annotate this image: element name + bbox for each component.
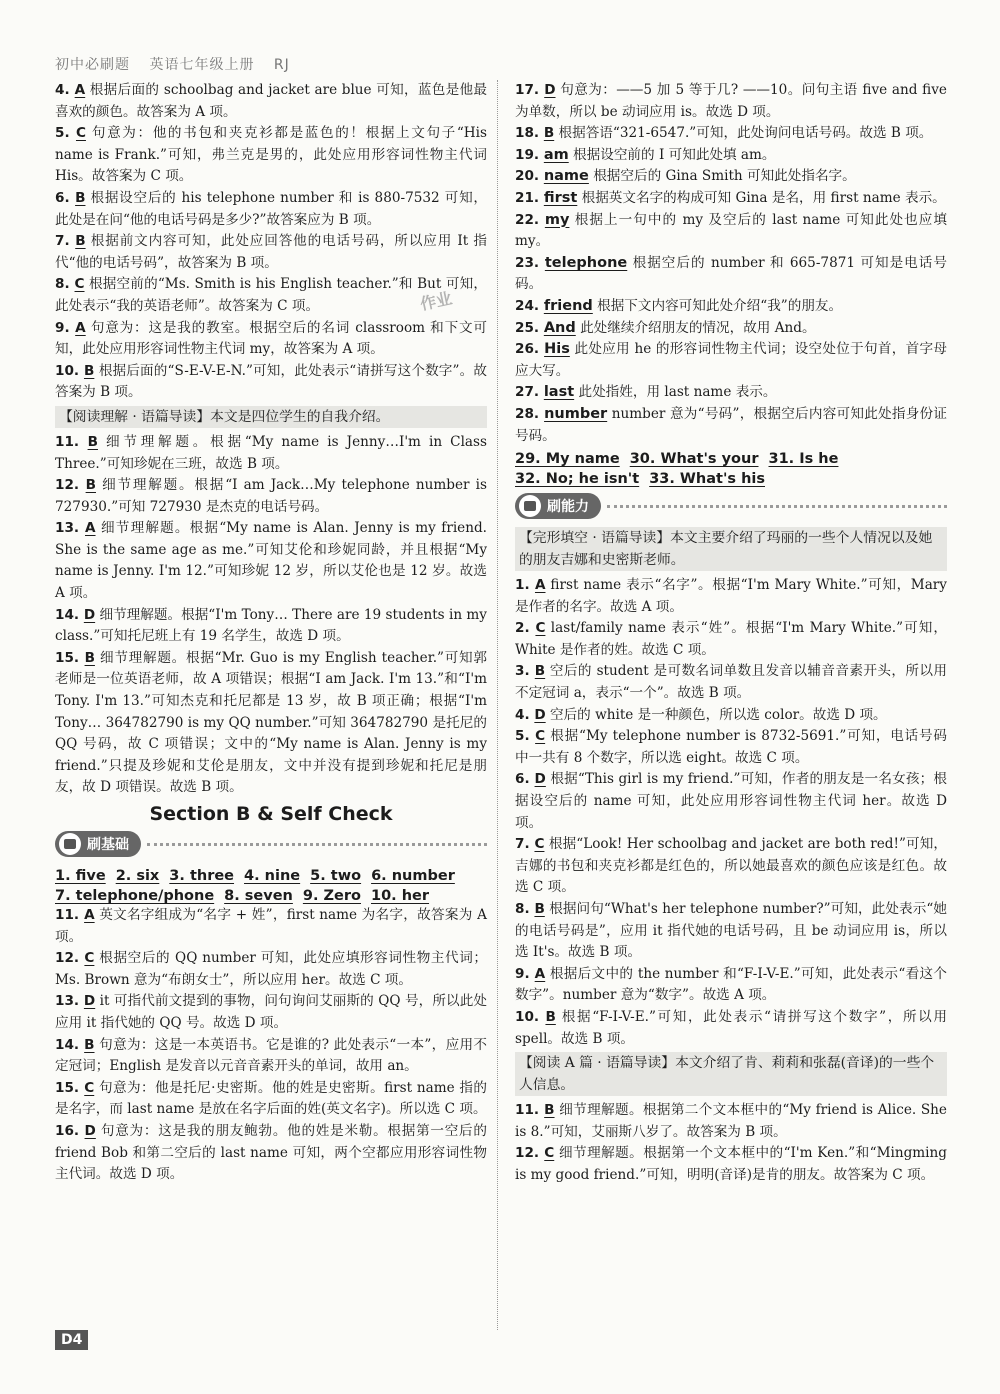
- answer-item: [55, 948, 487, 991]
- answer-key: C: [84, 950, 95, 967]
- item-number: 9.: [55, 319, 76, 336]
- section-title: Section B & Self Check: [149, 803, 393, 825]
- answer-key: B: [534, 663, 546, 680]
- answer-item: [55, 361, 487, 404]
- fill-answer: 29. My name: [515, 451, 620, 468]
- item-number: 23.: [515, 254, 545, 271]
- answer-item: [55, 905, 487, 948]
- item-number: 15.: [55, 1079, 85, 1096]
- explanation-text: 根据设空前的 I 可知此处填 am。: [568, 146, 776, 163]
- subject-name: 英语七年级上册: [149, 57, 255, 73]
- explanation-text: last/family name 表示“姓”。根据“I'm Mary White.”可知，White 是作者的姓。故选 C 项。: [515, 620, 948, 658]
- item-number: 7.: [515, 836, 535, 853]
- answer-item: [515, 726, 947, 769]
- item-number: 17.: [515, 82, 545, 98]
- item-number: 11.: [55, 907, 85, 923]
- item-number: 20.: [515, 168, 544, 185]
- edition-label: RJ: [273, 57, 290, 73]
- item-number: 10.: [515, 1008, 546, 1025]
- answer-key: B: [75, 233, 86, 250]
- explanation-text: 根据设空后的 his telephone number 和 is 880-7532 可知，此处是在问“他的电话号码是多少?”故答案应为 B 项。: [55, 189, 487, 228]
- explanation-text: 根据空前的“Ms. Smith is his English teacher.”和 But 可知，此处表示“我的英语老师”。故答案为 C 项。: [55, 276, 487, 314]
- answer-item: [515, 210, 947, 253]
- answer-key: C: [74, 276, 85, 293]
- item-number: 19.: [515, 146, 544, 163]
- explanation-text: 根据答语“321-6547.”可知，此处询问电话号码。故选 B 项。: [554, 125, 933, 142]
- answer-item: [55, 991, 487, 1034]
- explanation-text: 根据空后的 QQ number 可知，此处应填形容词性物主代词；Ms. Brown 意为“布朗女士”，所以应用 her。故选 C 项。: [55, 950, 487, 988]
- fill-answer: 6. number: [371, 868, 455, 884]
- fill-answer: 33. What's his: [649, 471, 765, 488]
- explanation-text: 细节理解题。根据第二个文本框中的“My friend is Alice. She is 8.”可知，艾丽斯八岁了。故答案为 B 项。: [515, 1102, 947, 1140]
- item-number: 12.: [55, 477, 86, 494]
- answer-item: [55, 1121, 487, 1186]
- answer-item: [515, 1143, 947, 1186]
- answer-item: [55, 605, 487, 648]
- explanation-text: 细节理解题。根据“I am Jack…My telephone number is 727930.”可知 727930 是杰克的电话号码。: [55, 477, 487, 515]
- explanation-text: 细节理解题。根据第一个文本框中的“I'm Ken.”和“Mingming is my good friend.”可知，明明(音译)是肯的朋友。故答案为 C 项。: [515, 1145, 947, 1183]
- explanation-text: 根据“This girl is my friend.”可知，作者的朋友是一名女孩；根据设空后的 name 可知，此处应用形容词性物主代词 her。故选 D 项。: [515, 771, 948, 831]
- item-number: 5.: [55, 125, 76, 142]
- cloze-banner: 【完形填空 · 语篇导读】本文主要介绍了玛丽的一些个人情况以及她的朋友吉娜和史密斯老师。: [515, 527, 947, 571]
- answer-item: [515, 618, 947, 661]
- answer-key: And: [543, 319, 576, 336]
- answer-item: [515, 188, 947, 210]
- answer-key: B: [545, 1008, 556, 1025]
- answer-key: A: [85, 520, 96, 537]
- answer-item: [515, 964, 947, 1007]
- answer-item: [55, 648, 487, 799]
- item-number: 10.: [55, 362, 84, 379]
- fill-answers-row1: [55, 865, 487, 884]
- item-number: 4.: [515, 706, 535, 723]
- item-number: 14.: [55, 1036, 85, 1053]
- answer-item: [515, 834, 947, 899]
- answer-key: A: [75, 319, 86, 336]
- explanation-text: 句意为：——5 加 5 等于几? ——10。问句主语 five and five 为单数，所以 be 动词应用 is。故选 D 项。: [515, 82, 947, 120]
- explanation-text: 根据上一句中的 my 及空后的 last name 可知此处也应填 my。: [515, 211, 947, 250]
- answer-key: D: [534, 771, 546, 788]
- explanation-text: 细节理解题。根据“I'm Tony… There are 19 students in my class.”可知托尼班上有 19 名学生，故选 D 项。: [55, 606, 487, 645]
- explanation-text: 根据前文内容可知，此处应回答他的电话号码，所以应用 It 指代“他的电话号码”，故答案为 B 项。: [55, 233, 487, 271]
- item-number: 5.: [515, 728, 536, 745]
- explanation-text: 根据“My telephone number is 8732-5691.”可知，电话号码中一共有 8 个数字，所以选 eight。故选 C 项。: [515, 728, 947, 766]
- item-number: 14.: [55, 606, 84, 623]
- answer-item: [55, 318, 487, 361]
- answer-item: [55, 475, 487, 518]
- reading-a-banner: 【阅读 A 篇 · 语篇导读】本文介绍了肯、莉莉和张磊(音译)的一些个人信息。: [515, 1052, 947, 1096]
- answer-key: telephone: [544, 254, 628, 271]
- item-number: 18.: [515, 125, 544, 142]
- fill-answer: 30. What's your: [629, 451, 759, 468]
- answer-key: last: [543, 384, 575, 401]
- answer-list-reading: [55, 432, 487, 799]
- fill-answer: 7. telephone/phone: [55, 888, 215, 904]
- answer-item: [515, 123, 947, 145]
- answer-item: [515, 661, 947, 704]
- explanation-text: 此处指姓，用 last name 表示。: [574, 384, 777, 401]
- fill-answers-row3: [515, 448, 947, 467]
- answer-key: D: [83, 993, 96, 1010]
- answer-key: B: [534, 901, 545, 917]
- explanation-text: 根据英文名字的构成可知 Gina 是名，用 first name 表示。: [577, 189, 946, 206]
- answer-key: B: [543, 125, 555, 142]
- explanation-text: 空后的 student 是可数名词单数且发音以辅音音素开头，所以用不定冠词 a，表示“一个”。故选 B 项。: [515, 663, 947, 702]
- item-number: 7.: [55, 233, 76, 250]
- answer-key: C: [544, 1145, 555, 1162]
- page-number: D4: [55, 1330, 88, 1350]
- right-column: [515, 80, 947, 1187]
- explanation-text: 句意为：这是一本英语书。它是谁的? 此处表示“一本”，应用不定冠词；English 是发音以元音音素开头的单词，故用 an。: [55, 1036, 487, 1075]
- fill-answer: 5. two: [310, 868, 362, 884]
- item-number: 16.: [55, 1122, 85, 1139]
- item-number: 27.: [515, 384, 544, 401]
- tag-basic: [55, 831, 487, 857]
- item-number: 2.: [515, 620, 536, 637]
- answer-key: A: [74, 82, 86, 98]
- explanation-text: 句意为：这是我的朋友鲍勃。他的姓是米勒。根据第一空后的 friend Bob 和第二空后的 last name 可知，两个空都应用形容词性物主代词。故选 D 项。: [55, 1122, 487, 1183]
- answer-list-top: [55, 80, 487, 404]
- item-number: 22.: [515, 211, 545, 228]
- explanation-text: 根据“Look! Her schoolbag and jacket are both red!”可知，吉娜的书包和夹克衫都是红色的，所以她最喜欢的颜色应该是红色。故选 C 项。: [515, 836, 947, 896]
- explanation-text: 句意为：他的书包和夹克衫都是蓝色的！根据上文句子“His name is Frank.”可知，弗兰克是男的，此处应用形容词性物主代词 His。故答案为 C 项。: [55, 125, 487, 185]
- page-header: [55, 54, 304, 74]
- answer-key: first: [543, 189, 578, 206]
- answer-key: B: [87, 433, 98, 450]
- answer-key: D: [84, 1122, 96, 1139]
- answer-item: [55, 188, 487, 231]
- pen-icon: [59, 833, 81, 855]
- answer-key: B: [75, 189, 86, 206]
- answer-key: B: [84, 649, 95, 666]
- answer-key: C: [535, 620, 546, 637]
- item-number: 13.: [55, 520, 85, 537]
- answer-key: C: [84, 1079, 95, 1096]
- item-number: 11.: [515, 1102, 545, 1119]
- answer-item: [515, 705, 947, 727]
- answer-list-basic: [55, 905, 487, 1186]
- item-number: 24.: [515, 297, 544, 314]
- answer-key: B: [85, 477, 96, 494]
- fill-answers-row2: [55, 885, 487, 904]
- explanation-text: first name 表示“名字”。根据“I'm Mary White.”可知，Mary 是作者的名字。故选 A 项。: [515, 577, 947, 615]
- answer-item: [515, 404, 947, 447]
- answer-item: [515, 769, 947, 834]
- fill-answer: 10. her: [371, 888, 430, 904]
- item-number: 3.: [515, 663, 535, 680]
- explanation-text: 空后的 white 是一种颜色，所以选 color。故选 D 项。: [545, 706, 887, 723]
- fill-answer: 4. nine: [244, 868, 301, 884]
- explanation-text: 根据下文内容可知此处介绍“我”的朋友。: [592, 297, 843, 314]
- answer-item: [515, 1007, 947, 1050]
- answer-item: [515, 899, 947, 964]
- column-divider: [497, 80, 498, 1330]
- answer-item: [55, 518, 487, 604]
- fill-answer: 9. Zero: [302, 888, 361, 904]
- pen-icon: [519, 495, 541, 517]
- answer-key: friend: [543, 297, 593, 314]
- answer-key: C: [534, 836, 545, 853]
- answer-key: A: [534, 965, 546, 982]
- answer-item: [55, 231, 487, 274]
- answer-item: [55, 1078, 487, 1121]
- explanation-text: 句意为：这是我的教室。根据空后的名词 classroom 和下文可知，此处应用形容词性物主代词 my，故答案为 A 项。: [55, 319, 487, 358]
- reading-banner: 【阅读理解 · 语篇导读】本文是四位学生的自我介绍。: [55, 406, 487, 428]
- fill-answers-row4: [515, 468, 947, 487]
- item-number: 4.: [55, 82, 75, 98]
- item-number: 9.: [515, 965, 535, 982]
- explanation-text: 细节理解题。根据“Mr. Guo is my English teacher.”可知郭老师是一位英语老师，故 A 项错误；根据“I am Jack. I'm 13.”和“I'm Tony. I'm 13.”可知杰克和托尼都是 13 岁，故 B 项正确；根据“I'm Tony… 364782790 is my QQ number.”可知 364782790 是托尼的 QQ 号码，故 C 项错误；文中的“My name is Alan. Jenny is my friend.”只提及珍妮和艾伦是朋友，文中并没有提到珍妮和托尼是朋友，故 D 项错误。故选 B 项。: [55, 649, 487, 796]
- item-number: 13.: [55, 993, 84, 1010]
- explanation-text: 根据后文中的 the number 和“F-I-V-E.”可知，此处表示“看这个数字”。number 意为“数字”。故选 A 项。: [515, 965, 947, 1004]
- answer-list-cloze: [515, 575, 947, 1050]
- answer-key: A: [534, 577, 546, 594]
- tag-basic-label: 刷基础: [87, 837, 129, 853]
- answer-item: [55, 1035, 487, 1078]
- tag-ability: [515, 493, 947, 519]
- explanation-text: it 可指代前文提到的事物，问句询问艾丽斯的 QQ 号，所以此处应用 it 指代她的 QQ 号。故选 D 项。: [55, 993, 487, 1031]
- explanation-text: 根据问句“What's her telephone number?”可知，此处表示“她的电话号码是”，应用 it 指代她的电话号码，且 be 动词应用 is，所以选 It's。故选 B 项。: [515, 901, 947, 961]
- item-number: 8.: [515, 901, 535, 917]
- answer-key: am: [543, 146, 569, 163]
- explanation-text: 细节理解题。根据“My name is Jenny…I'm in Class Three.”可知珍妮在三班，故选 B 项。: [55, 433, 487, 472]
- answer-item: [515, 253, 947, 296]
- answer-item: [515, 575, 947, 618]
- answer-item: [515, 80, 947, 123]
- item-number: 26.: [515, 341, 545, 358]
- item-number: 11.: [55, 433, 88, 450]
- item-number: 28.: [515, 405, 545, 422]
- fill-answer: 32. No; he isn't: [515, 471, 640, 488]
- fill-answer: 2. six: [115, 868, 160, 884]
- answer-item: [55, 80, 487, 123]
- answer-key: D: [544, 82, 556, 98]
- answer-item: [55, 432, 487, 475]
- item-number: 6.: [55, 189, 76, 206]
- answer-key: B: [84, 1036, 95, 1053]
- explanation-text: 此处继续介绍朋友的情况，故用 And。: [575, 319, 816, 336]
- fill-answer: 8. seven: [224, 888, 293, 904]
- answer-list-continued: [515, 80, 947, 447]
- explanation-text: 根据后面的 schoolbag and jacket are blue 可知，蓝色是他最喜欢的颜色。故答案为 A 项。: [55, 82, 487, 120]
- tag-ability-label: 刷能力: [547, 499, 589, 516]
- item-number: 25.: [515, 319, 544, 336]
- answer-item: [515, 145, 947, 167]
- item-number: 15.: [55, 649, 85, 666]
- item-number: 8.: [55, 276, 75, 293]
- answer-item: [55, 123, 487, 188]
- answer-key: B: [83, 362, 95, 379]
- answer-key: C: [535, 728, 546, 745]
- explanation-text: number 意为“号码”，根据空后内容可知此处指身份证号码。: [515, 405, 947, 444]
- answer-key: my: [544, 211, 570, 228]
- item-number: 21.: [515, 189, 544, 206]
- item-number: 1.: [515, 577, 535, 594]
- item-number: 12.: [55, 950, 85, 967]
- explanation-text: 根据空后的 number 和 665-7871 可知是电话号码。: [515, 254, 947, 293]
- answer-list-reading-a: [515, 1100, 947, 1186]
- book-name: 初中必刷题: [55, 57, 130, 73]
- answer-key: name: [543, 168, 589, 185]
- answer-key: D: [534, 706, 546, 723]
- answer-key: His: [544, 341, 570, 358]
- answer-key: B: [544, 1102, 555, 1119]
- item-number: 12.: [515, 1145, 545, 1162]
- explanation-text: 此处应用 he 的形容词性物主代词；设空处位于句首，首字母应大写。: [515, 341, 947, 379]
- answer-key: D: [83, 606, 96, 623]
- answer-item: [515, 382, 947, 404]
- item-number: 6.: [515, 771, 535, 788]
- explanation-text: 根据后面的“S-E-V-E-N.”可知，此处表示“请拼写这个数字”。故答案为 B 项。: [55, 362, 487, 401]
- explanation-text: 根据空后的 Gina Smith 可知此处指名字。: [588, 168, 856, 185]
- answer-item: [515, 296, 947, 318]
- left-column: [55, 80, 487, 1186]
- answer-key: number: [544, 405, 608, 422]
- fill-answer: 31. Is he: [768, 451, 839, 468]
- explanation-text: 英文名字组成为“名字 + 姓”，first name 为名字，故答案为 A 项。: [55, 907, 487, 945]
- watermark-stamp: 作业: [418, 288, 454, 314]
- explanation-text: 细节理解题。根据“My name is Alan. Jenny is my friend. She is the same age as me.”可知艾伦和珍妮同龄，并且根据“My name is Jenny. I'm 12.”可知珍妮 12 岁，所以艾伦也是 12 岁。故选 A 项。: [55, 520, 487, 602]
- answer-key: C: [75, 125, 86, 142]
- answer-item: [515, 339, 947, 382]
- answer-item: [515, 318, 947, 340]
- answer-item: [515, 166, 947, 188]
- fill-answer: 1. five: [55, 868, 106, 884]
- fill-answer: 3. three: [169, 868, 235, 884]
- answer-item: [515, 1100, 947, 1143]
- explanation-text: 句意为：他是托尼·史密斯。他的姓是史密斯。first name 指的是名字，而 last name 是放在名字后面的姓(英文名字)。所以选 C 项。: [55, 1079, 487, 1118]
- answer-key: A: [84, 907, 95, 923]
- explanation-text: 根据“F-I-V-E.”可知，此处表示“请拼写这个数字”，所以用 spell。故选 B 项。: [515, 1008, 947, 1047]
